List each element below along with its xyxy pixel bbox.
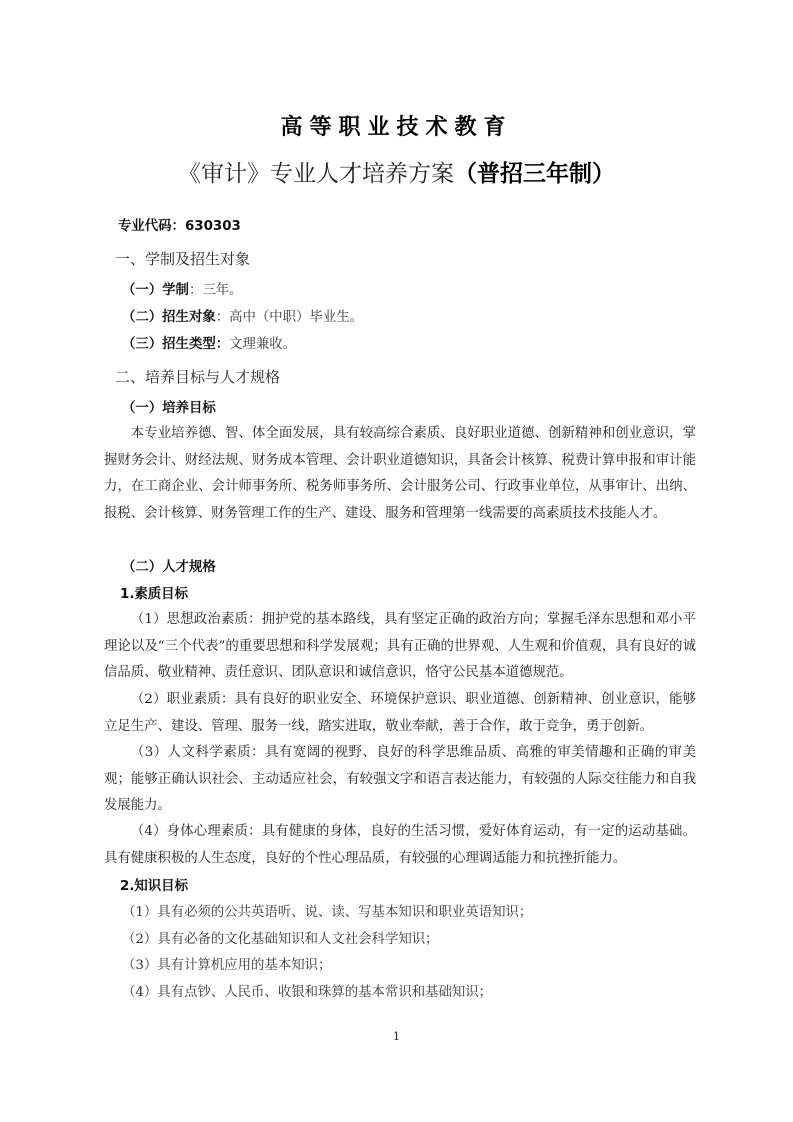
- subtitle-main: 《审计》专业人才培养方案: [178, 161, 454, 187]
- section1-item-target: （二）招生对象：高中（中职）毕业生。: [122, 310, 364, 325]
- knowledge-item-2: （2）具有必备的文化基础知识和人文社会科学知识；: [122, 932, 439, 947]
- knowledge-item-1: （1）具有必须的公共英语听、说、读、写基本知识和职业英语知识；: [122, 905, 533, 920]
- item-label: （一）学制: [122, 283, 189, 298]
- quality-heading: 1.素质目标: [120, 587, 188, 602]
- item-label: （二）招生对象: [122, 310, 216, 325]
- subtitle-suffix: （普招三年制）: [454, 161, 615, 187]
- knowledge-item-4: （4）具有点钞、人民币、收银和珠算的基本常识和基础知识；: [122, 985, 493, 1000]
- quality-item-3: （3）人文科学素质：具有宽阔的视野、良好的科学思维品质、高雅的审美情趣和正确的审美观；能够正确认识社会、主动适应社会，有较强文字和语言表达能力，有较强的人际交往能力和自我发展能力。: [104, 745, 696, 813]
- training-goal-paragraph: 本专业培养德、智、体全面发展，具有较高综合素质、良好职业道德、创新精神和创业意识，掌握财务会计、财经法规、财务成本管理、会计职业道德知识，具备会计核算、税费计算申报和审计能力，在工商企业、会计师事务所、税务师事务所、会计服务公司、行政事业单位，从事审计、出纳、报税、会计核算、财务管理工作的生产、建设、服务和管理第一线需要的高素质技术技能人才。: [104, 426, 696, 521]
- major-code-label: 专业代码：: [118, 219, 185, 234]
- major-code-value: 630303: [184, 219, 241, 234]
- section2-heading: 二、培养目标与人才规格: [115, 368, 281, 386]
- item-value: 文理兼收。: [229, 337, 297, 352]
- item-value: 三年。: [202, 283, 243, 298]
- section1-heading: 一、学制及招生对象: [115, 250, 251, 268]
- knowledge-heading: 2.知识目标: [120, 879, 188, 894]
- document-title: 高等职业技术教育: [280, 115, 513, 140]
- page-number: 1: [393, 1030, 400, 1043]
- item-value: 高中（中职）毕业生。: [229, 310, 364, 325]
- sub2-heading: （二）人才规格: [122, 560, 216, 575]
- section1-item-type: （三）招生类型：文理兼收。: [122, 337, 297, 352]
- quality-item-4: （4）身体心理素质：具有健康的身体，良好的生活习惯，爱好体育运动，有一定的运动基础。具有健康积极的人生态度，良好的个性心理品质，有较强的心理调适能力和抗挫折能力。: [104, 824, 696, 866]
- document-subtitle: [0, 155, 793, 188]
- item-label: （三）招生类型: [122, 337, 216, 352]
- section1-item-duration: （一）学制：三年。: [122, 283, 243, 298]
- knowledge-item-3: （3）具有计算机应用的基本知识；: [122, 958, 332, 973]
- sub1-heading: （一）培养目标: [122, 401, 216, 416]
- major-code: [118, 217, 696, 237]
- quality-item-1: （1）思想政治素质：拥护党的基本路线，具有坚定正确的政治方向；掌握毛泽东思想和邓小平理论以及“三个代表”的重要思想和科学发展观；具有正确的世界观、人生观和价值观，具有良好的诚信品质、敬业精神、责任意识、团队意识和诚信意识，恪守公民基本道德规范。: [104, 612, 696, 680]
- quality-item-2: （2）职业素质：具有良好的职业安全、环境保护意识、职业道德、创新精神、创业意识，能够立足生产、建设、管理、服务一线，踏实进取，敬业奉献，善于合作，敢于竞争，勇于创新。: [104, 692, 696, 734]
